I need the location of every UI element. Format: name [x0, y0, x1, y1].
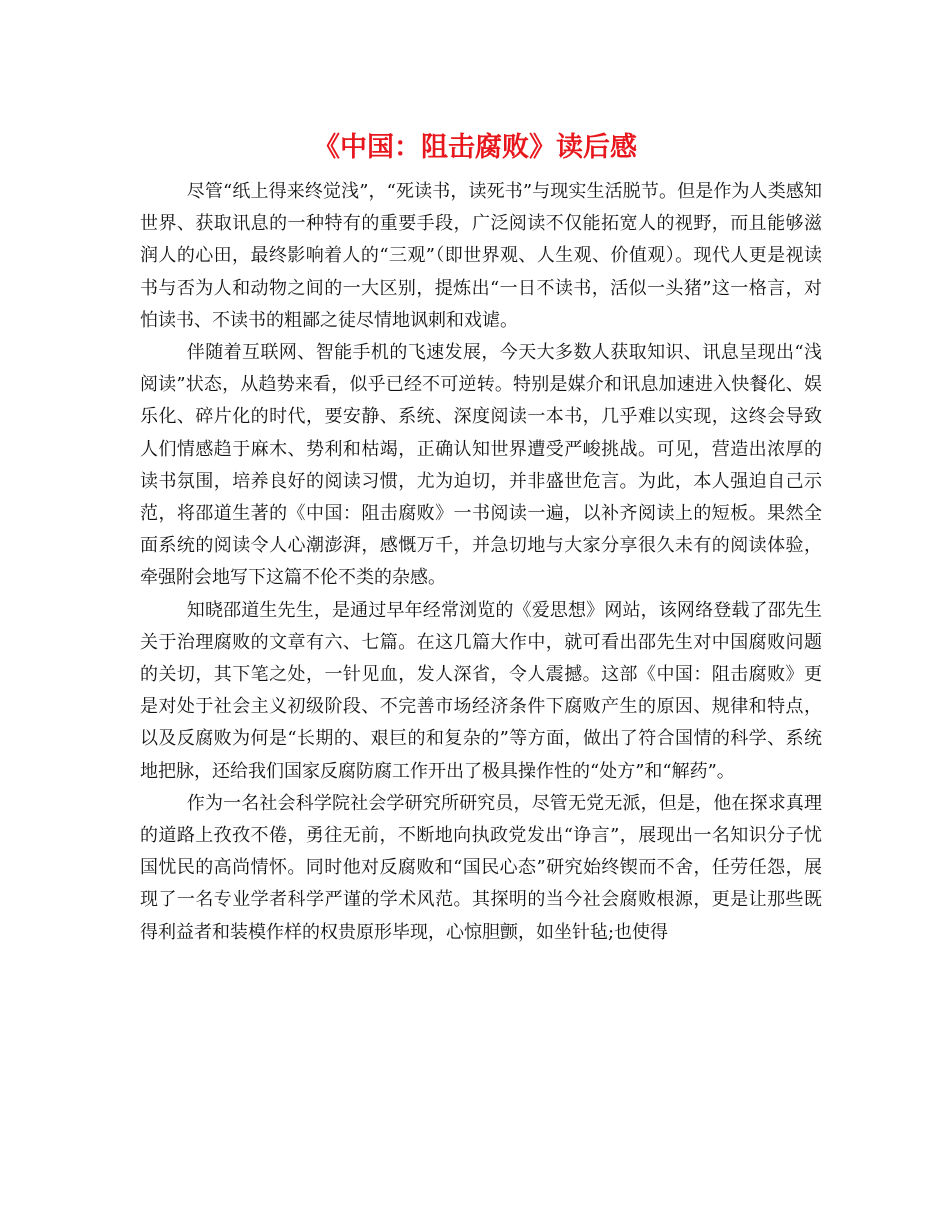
document-title: 《中国：阻击腐败》读后感	[313, 132, 637, 163]
paragraph-2: 伴随着互联网、智能手机的飞速发展，今天大多数人获取知识、讯息呈现出“浅阅读”状态，从趋势来看，似乎已经不可逆转。特别是媒介和讯息加速进入快餐化、娱乐化、碎片化的时代，要安静、系统、深度阅读一本书，几乎难以实现，这终会导致人们情感趋于麻木、势利和枯竭，正确认知世界遭受严峻挑战。可见，营造出浓厚的读书氛围，培养良好的阅读习惯，尤为迫切，并非盛世危言。为此，本人强迫自己示范，将邵道生著的《中国：阻击腐败》一书阅读一遍，以补齐阅读上的短板。果然全面系统的阅读令人心潮澎湃，感慨万千，并急切地与大家分享很久未有的阅读体验，牵强附会地写下这篇不伦不类的杂感。	[140, 342, 822, 589]
paragraph-1: 尽管“纸上得来终觉浅”，“死读书，读死书”与现实生活脱节。但是作为人类感知世界、获取讯息的一种特有的重要手段，广泛阅读不仅能拓宽人的视野，而且能够滋润人的心田，最终影响着人的“三观”（即世界观、人生观、价值观）。现代人更是视读书与否为人和动物之间的一大区别，提炼出“一日不读书，活似一头猪”这一格言，对怕读书、不读书的粗鄙之徒尽情地讽刺和戏谑。	[140, 181, 822, 331]
paragraph-3: 知晓邵道生先生，是通过早年经常浏览的《爱思想》网站，该网络登载了邵先生关于治理腐败的文章有六、七篇。在这几篇大作中，就可看出邵先生对中国腐败问题的关切，其下笔之处，一针见血，发人深省，令人震撼。这部《中国：阻击腐败》更是对处于社会主义初级阶段、不完善市场经济条件下腐败产生的原因、规律和特点，以及反腐败为何是“长期的、艰巨的和复杂的”等方面，做出了符合国情的科学、系统地把脉，还给我们国家反腐防腐工作开出了极具操作性的“处方”和“解药”。	[140, 599, 822, 782]
document-body	[140, 176, 822, 949]
paragraph-4: 作为一名社会科学院社会学研究所研究员，尽管无党无派，但是，他在探求真理的道路上孜孜不倦，勇往无前，不断地向执政党发出“诤言”，展现出一名知识分子忧国忧民的高尚情怀。同时他对反腐败和“国民心态”研究始终锲而不舍，任劳任怨，展现了一名专业学者科学严谨的学术风范。其探明的当今社会腐败根源，更是让那些既得利益者和装模作样的权贵原形毕现，心惊胆颤，如坐针毡;也使得	[140, 792, 822, 943]
